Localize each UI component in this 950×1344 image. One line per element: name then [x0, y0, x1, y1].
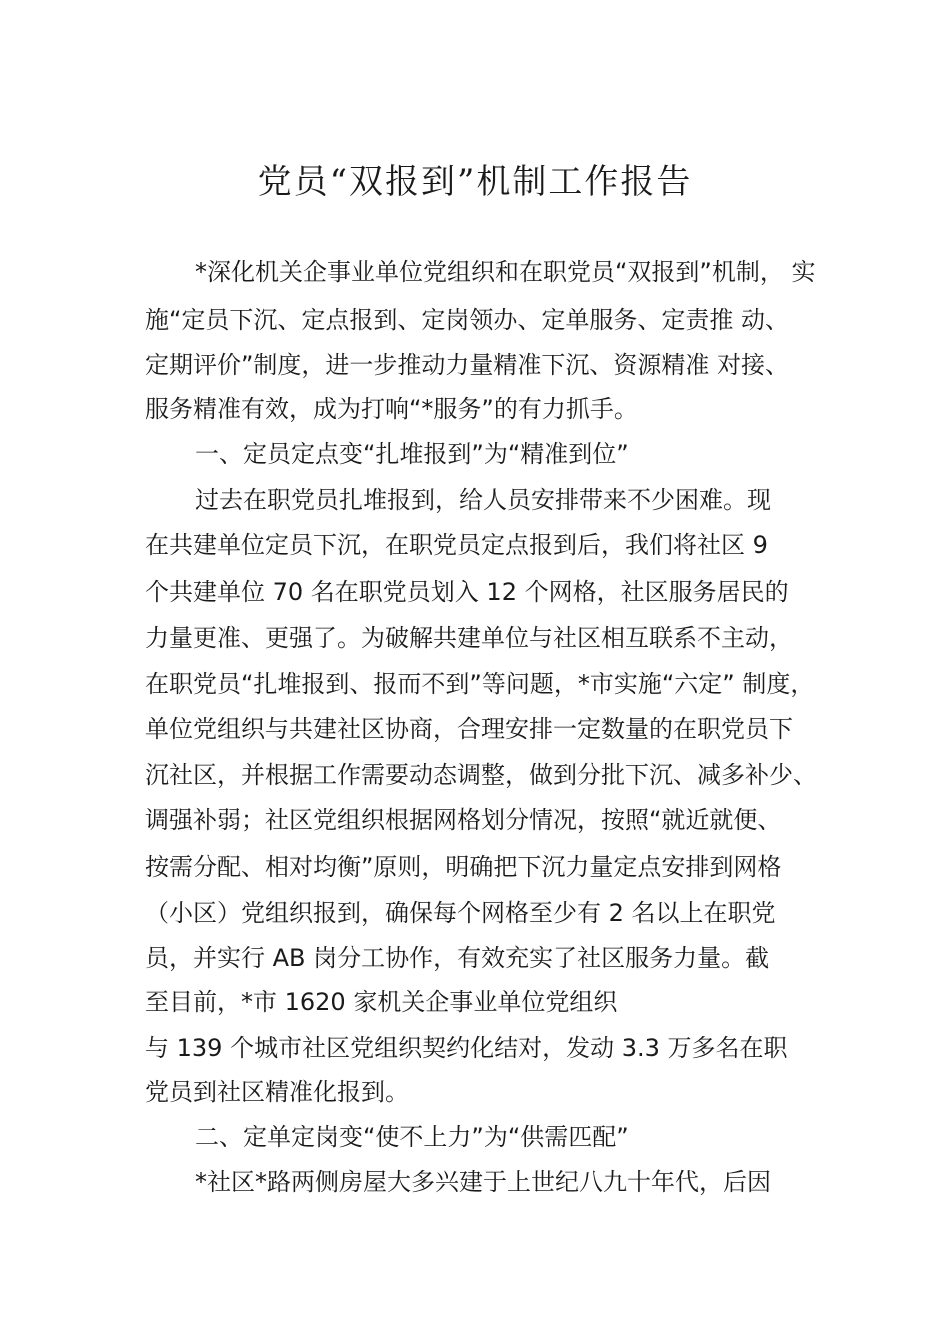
section1-line-3: 个共建单位 70 名在职党员划入 12 个网格，社区服务居民的 — [145, 578, 789, 606]
section1-line-1: 过去在职党员扎堆报到，给人员安排带来不少困难。现 — [195, 486, 771, 514]
section1-line-5: 在职党员“扎堆报到、报而不到”等问题，*市实施“六定” 制度， — [145, 670, 815, 698]
section1-line-7: 沉社区，并根据工作需要动态调整，做到分批下沉、减多补少、 — [145, 761, 817, 789]
section2-line-1: *社区*路两侧房屋大多兴建于上世纪八九十年代，后因 — [195, 1168, 771, 1196]
section1-line-13: 与 139 个城市社区党组织契约化结对，发动 3.3 万多名在职 — [145, 1034, 788, 1062]
intro-line-3: 定期评价”制度，进一步推动力量精准下沉、资源精准 对接、 — [145, 351, 790, 379]
section1-line-12: 至目前，*市 1620 家机关企事业单位党组织 — [145, 988, 618, 1016]
intro-line-1: *深化机关企事业单位党组织和在职党员“双报到”机制， 实 — [195, 258, 816, 286]
section-heading-1: 一、定员定点变“扎堆报到”为“精准到位” — [195, 440, 629, 468]
section-heading-2: 二、定单定岗变“使不上力”为“供需匹配” — [195, 1123, 629, 1151]
section1-line-8: 调强补弱；社区党组织根据网格划分情况，按照“就近就便、 — [145, 806, 782, 834]
section1-line-11: 员，并实行 AB 岗分工协作，有效充实了社区服务力量。截 — [145, 944, 770, 972]
section1-line-14: 党员到社区精准化报到。 — [145, 1078, 409, 1106]
page-title: 党员“双报到”机制工作报告 — [257, 162, 693, 202]
section1-line-6: 单位党组织与共建社区协商，合理安排一定数量的在职党员下 — [145, 715, 793, 743]
intro-line-4: 服务精准有效，成为打响“*服务”的有力抓手。 — [145, 395, 638, 423]
section1-line-2: 在共建单位定员下沉，在职党员定点报到后，我们将社区 9 — [145, 531, 768, 559]
section1-line-10: （小区）党组织报到，确保每个网格至少有 2 名以上在职党 — [145, 899, 776, 927]
intro-line-2: 施“定员下沉、定点报到、定岗领办、定单服务、定责推 动、 — [145, 306, 790, 334]
section1-line-4: 力量更准、更强了。为破解共建单位与社区相互联系不主动， — [145, 624, 793, 652]
section1-line-9: 按需分配、相对均衡”原则，明确把下沉力量定点安排到网格 — [145, 853, 782, 881]
